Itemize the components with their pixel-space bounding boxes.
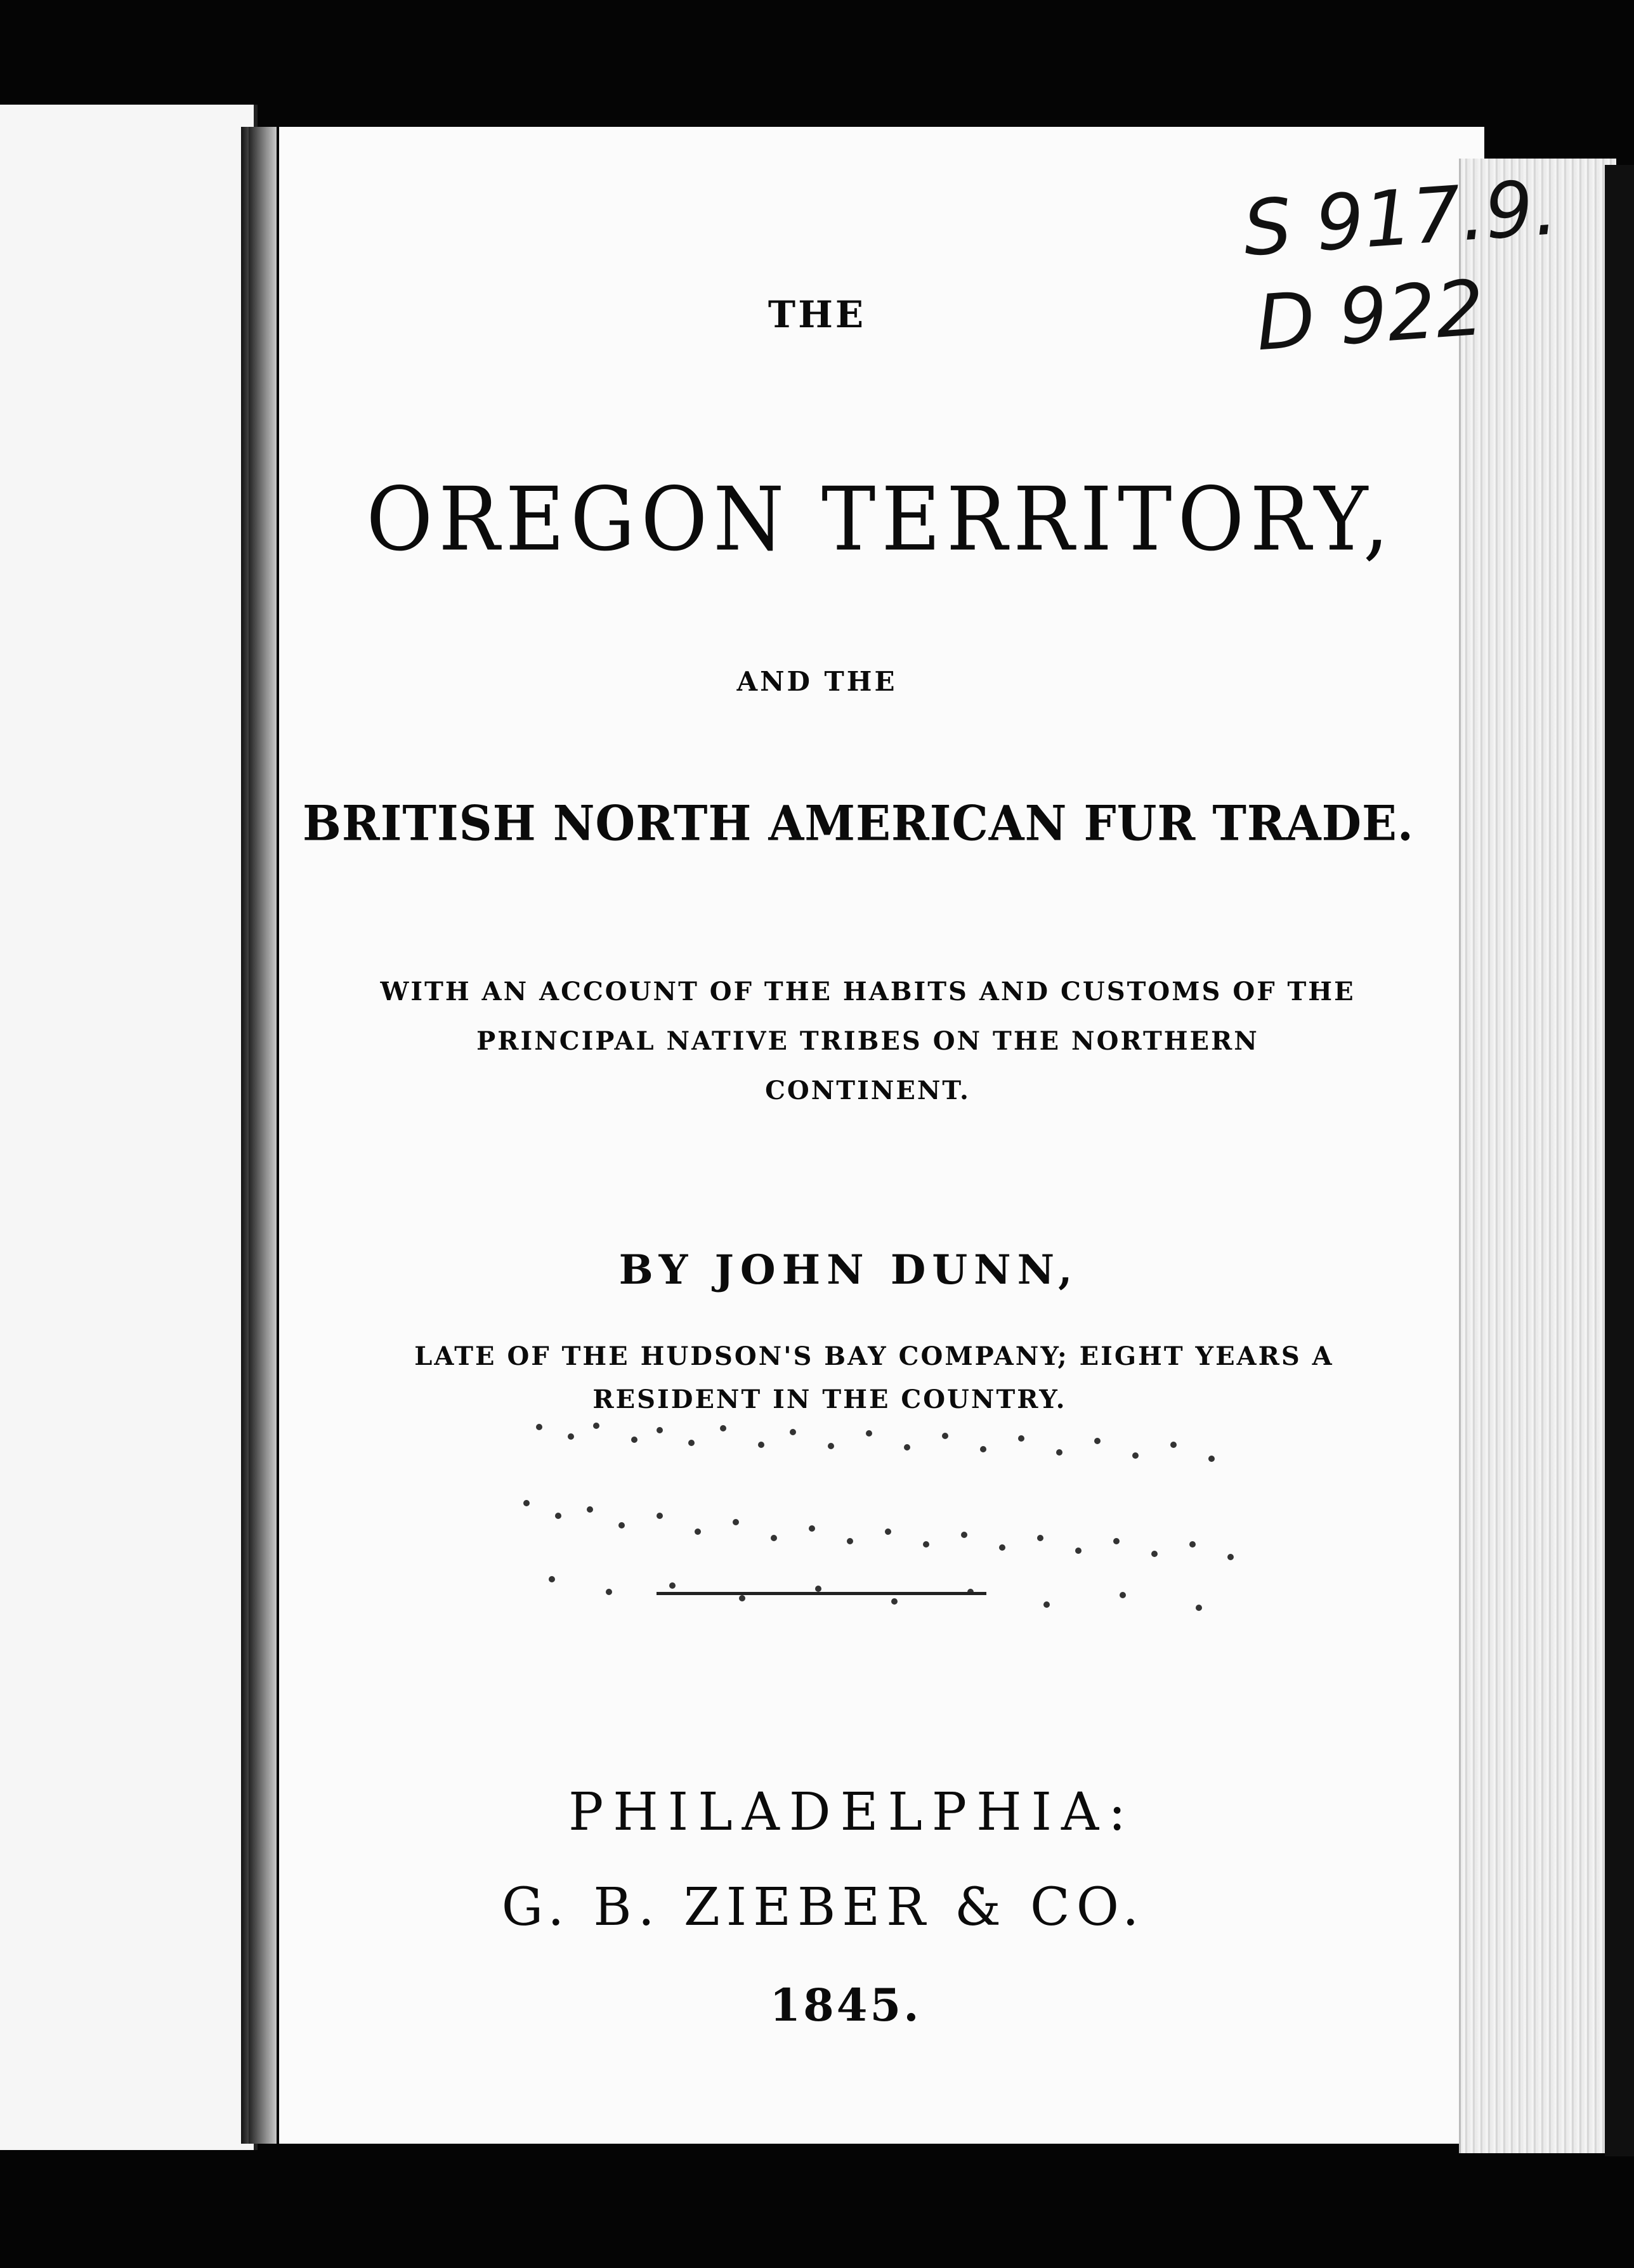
- author-note: [0, 1335, 1634, 1421]
- call-number-line1: S 917.9.: [1240, 164, 1560, 274]
- handwritten-call-number: [1240, 160, 1567, 372]
- imprint-year: 1845.: [769, 1979, 922, 2031]
- stamp-underline: [657, 1592, 986, 1595]
- title-conjunction: AND THE: [736, 666, 898, 697]
- description-line: PRINCIPAL NATIVE TRIBES ON THE NORTHERN: [476, 1026, 1259, 1056]
- book-subtitle: BRITISH NORTH AMERICAN FUR TRADE.: [303, 794, 1414, 852]
- author-note-line: RESIDENT IN THE COUNTRY.: [592, 1385, 1067, 1414]
- call-number-line2: D 922: [1253, 264, 1487, 368]
- author-line: BY JOHN DUNN,: [618, 1246, 1079, 1294]
- book-description: [0, 967, 1634, 1116]
- imprint-publisher: G. B. ZIEBER & CO.: [501, 1877, 1146, 1938]
- description-line: WITH AN ACCOUNT OF THE HABITS AND CUSTOMS OF THE: [380, 977, 1356, 1007]
- left-facing-page: [0, 105, 258, 2150]
- imprint-city: PHILADELPHIA:: [568, 1782, 1135, 1842]
- right-shadow: [1605, 165, 1634, 2156]
- page-edges: [1459, 159, 1616, 2153]
- title-article: THE: [768, 293, 866, 336]
- description-line: CONTINENT.: [765, 1076, 971, 1105]
- book-title: OREGON TERRITORY,: [366, 469, 1395, 571]
- author-note-line: LATE OF THE HUDSON'S BAY COMPANY; EIGHT YEARS A: [414, 1341, 1334, 1371]
